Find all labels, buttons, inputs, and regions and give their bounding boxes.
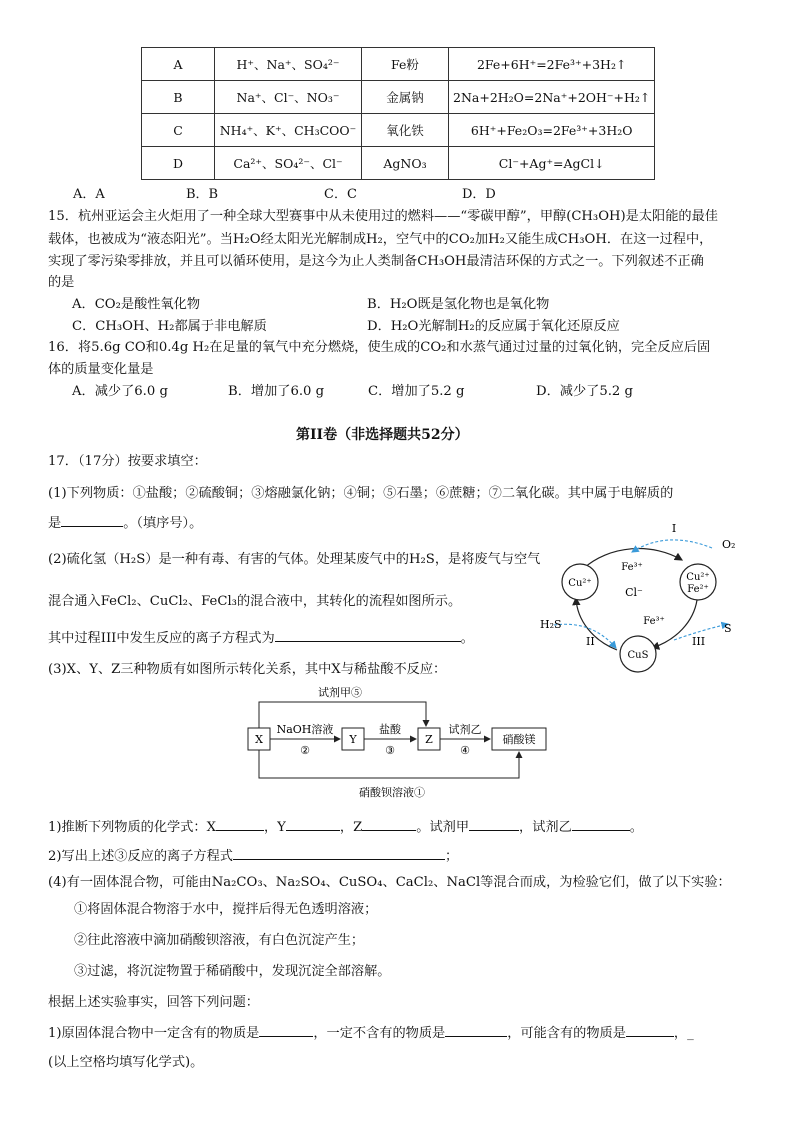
xyz-flow-diagram [240,680,560,800]
row-ions: Ca²⁺、SO₄²⁻、Cl⁻ [215,147,362,180]
cycle-label-cl: Cl⁻ [625,586,643,599]
row-ions: NH₄⁺、K⁺、CH₃COO⁻ [215,114,362,147]
q17-answer-intro: 根据上述实验事实，回答下列问题： [48,995,259,1010]
answer-blank-ionic-equation-iii[interactable] [275,629,461,642]
answer-blank-z[interactable] [362,818,416,831]
q17-p1-line2 [48,512,202,531]
q17-step-2: ②往此溶液中滴加硝酸钡溶液，有白色沉淀产生； [74,933,365,948]
answer-blank-x[interactable] [216,818,264,831]
q17-p2-line1: (2)硫化氢（H₂S）是一种有毒、有害的气体。处理某废气中的H₂S，是将废气与空气 [48,552,541,567]
cycle-label-fe3-bottom: Fe³⁺ [643,616,665,627]
flow-z-label: Z [425,733,433,746]
table-row [142,114,655,147]
cycle-label-cu-right: Cu²⁺ [686,572,710,583]
flow-e2-label: 盐酸 [379,723,401,736]
q15-line: 载体，也被成为“液态阳光”。当H₂O经太阳光光解制成H₂，空气中的CO₂加H₂又能生成CH₃OH．在这一过程中， [48,232,713,247]
table-row [142,81,655,114]
q17-head: 17．（17分）按要求填空： [48,454,207,469]
o2-dashed-arrow [632,540,712,552]
cycle-label-s: S [724,622,732,635]
q16-option-d[interactable]: D．减少了5.2 g [536,384,633,399]
cycle-label-fe3-top: Fe³⁺ [621,562,643,573]
flow-x-label: X [255,733,263,746]
q3-2-text: 2)写出上述③反应的离子方程式 [48,849,233,864]
cycle-label-ii: II [586,635,595,648]
q15-line: 实现了零污染零排放，并且可以循环使用，是这今为止人类制备CH₃OH最清洁环保的方式之一。下列叙述不正确 [48,254,704,269]
answer-blank-ionic-equation-3[interactable] [233,847,445,860]
cycle-label-cus: CuS [627,650,649,661]
row-equation: 2Fe+6H⁺=2Fe³⁺+3H₂↑ [449,48,655,81]
row-reagent: Fe粉 [362,48,449,81]
row-label: D [142,147,215,180]
flow-n2-label: ③ [385,744,395,757]
q16-option-b[interactable]: B．增加了6.0 g [228,384,325,399]
cycle-label-fe-right: Fe²⁺ [687,584,709,595]
answer-blank-must-not-contain[interactable] [445,1024,507,1037]
q3-1-text-d: 。试剂甲 [416,820,470,835]
cycle-label-h2s: H₂S [540,618,562,631]
row-ions: Na⁺、Cl⁻、NO₃⁻ [215,81,362,114]
q4-1-text-b: ，一定不含有的物质是 [313,1026,446,1041]
q17-step-3: ③过滤，将沉淀物置于稀硝酸中，发现沉淀全部溶解。 [74,964,391,979]
q16-option-c[interactable]: C．增加了5.2 g [368,384,465,399]
flow-bottom-label: 硝酸钡溶液① [359,786,425,799]
q16-line: 体的质量变化量是 [48,362,154,377]
answer-blank-must-contain[interactable] [259,1024,313,1037]
flow-product-label: 硝酸镁 [502,733,536,746]
q16-line: 16．将5.6g CO和0.4g H₂在足量的氧气中充分燃烧，使生成的CO₂和水蒸气通过过量的过氧化钠，完全反应后固 [48,340,711,355]
answer-blank-reagent-b[interactable] [572,818,630,831]
row-reagent: 氧化铁 [362,114,449,147]
cycle-label-o2: O₂ [722,538,736,551]
q17-p1-text: 是 [48,516,62,531]
cycle-label-cu-left: Cu²⁺ [568,578,592,589]
table-row [142,48,655,81]
answer-blank-reagent-a[interactable] [469,818,519,831]
choice-a[interactable]: A．A [73,187,105,202]
q15-option-c[interactable]: C．CH₃OH、H₂都属于非电解质 [72,319,267,334]
choice-d[interactable]: D．D [462,187,496,202]
row-equation: 6H⁺+Fe₂O₃=2Fe³⁺+3H₂O [449,114,655,147]
q17-p1-line1: (1)下列物质：①盐酸；②硫酸铜；③熔融氯化钠；④铜；⑤石墨；⑥蔗糖；⑦二氧化碳。其中属于电解质的 [48,486,674,501]
table-row [142,147,655,180]
q3-1-text-a: 1)推断下列物质的化学式：X [48,820,216,835]
cycle-label-i: I [671,522,677,535]
row-label: C [142,114,215,147]
row-reagent: AgNO₃ [362,147,449,180]
q3-1-text-b: ，Y [264,820,286,835]
q17-p2-line3: 其中过程III中发生反应的离子方程式为 。 [48,631,474,646]
q4-1-text-d: ，_ [673,1026,694,1041]
q15-option-a[interactable]: A．CO₂是酸性氧化物 [72,297,201,312]
q17-4-note: (以上空格均填写化学式)。 [48,1055,204,1070]
row-equation: Cl⁻+Ag⁺=AgCl↓ [449,147,655,180]
q15-option-d[interactable]: D．H₂O光解制H₂的反应属于氧化还原反应 [367,319,620,334]
q4-1-text-c: ，可能含有的物质是 [507,1026,626,1041]
section-title: 第II卷（非选择题共52分） [296,427,469,443]
flow-n1-label: ② [300,744,310,757]
q17-3-1 [48,816,643,835]
flow-n3-label: ④ [460,744,470,757]
q17-p2-line2: 混合通入FeCl₂、CuCl₂、FeCl₃的混合液中，其转化的流程如图所示。 [48,594,462,609]
flow-y-label: Y [349,733,357,746]
row-reagent: 金属钠 [362,81,449,114]
q4-1-text-a: 1)原固体混合物中一定含有的物质是 [48,1026,260,1041]
row-equation: 2Na+2H₂O=2Na⁺+2OH⁻+H₂↑ [449,81,655,114]
q3-1-text-c: ，Z [339,820,363,835]
flow-e3-label: 试剂乙 [448,723,482,736]
row-label: B [142,81,215,114]
q15-line: 15．杭州亚运会主火炬用了一种全球大型赛事中从未使用过的燃料——“零碳甲醇”，甲醇(CH₃OH)是太阳能的最佳 [48,209,718,224]
q15-option-b[interactable]: B．H₂O既是氢化物也是氧化物 [367,297,550,312]
answer-blank-may-contain[interactable] [626,1024,674,1037]
q17-3-2 [48,845,458,864]
row-label: A [142,48,215,81]
q17-p1-tail: 。（填序号）。 [123,516,203,531]
cycle-label-iii: III [692,635,706,648]
flow-top-label: 试剂甲⑤ [318,686,362,699]
q17-step-1: ①将固体混合物溶于水中，搅拌后得无色透明溶液； [74,902,378,917]
answer-blank-y[interactable] [286,818,340,831]
q17-p2-text: 其中过程III中发生反应的离子方程式为 [48,631,275,646]
q3-1-text-f: 。 [629,820,643,835]
row-ions: H⁺、Na⁺、SO₄²⁻ [215,48,362,81]
q16-option-a[interactable]: A．减少了6.0 g [72,384,168,399]
choice-c[interactable]: C．C [324,187,357,202]
options-table [141,47,655,180]
q17-p4-line1: (4)有一固体混合物，可能由Na₂CO₃、Na₂SO₄、CuSO₄、CaCl₂、NaCl等混合而成，为检验它们，做了以下实验： [48,875,731,890]
q17-4-1 [48,1022,694,1041]
answer-blank-electrolytes[interactable] [61,514,123,527]
q3-1-text-e: ，试剂乙 [519,820,572,835]
q3-2-end: ； [444,849,459,864]
q15-line: 的是 [48,275,75,290]
choice-b[interactable]: B．B [186,187,219,202]
q17-p3-line1: (3)X、Y、Z三种物质有如图所示转化关系，其中X与稀盐酸不反应： [48,662,447,677]
sulfur-cycle-diagram [532,520,752,680]
flow-e1-label: NaOH溶液 [276,723,334,736]
